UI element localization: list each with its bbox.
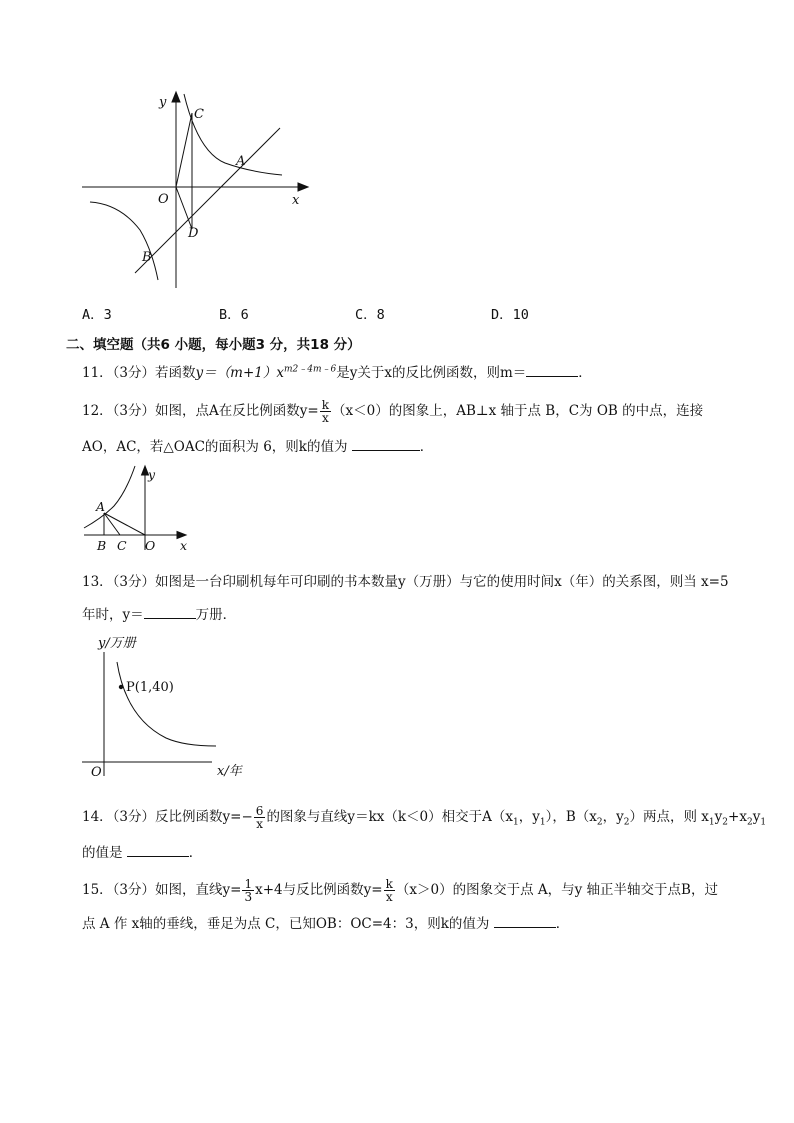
q12-prefix: 12．（3分）如图，点A在反比例函数 (82, 403, 300, 419)
q14-numerator: 6 (255, 804, 264, 818)
q11-func: y＝（m+1）x (195, 365, 284, 381)
q12-condition: （x＜0） (332, 403, 389, 419)
question-15-line2 (82, 915, 569, 933)
q12-y: y= (299, 403, 319, 419)
question-12 (82, 399, 703, 424)
question-12-line2 (82, 438, 433, 456)
fig1-y-arrow (172, 92, 180, 102)
figure-13-graph (80, 630, 265, 782)
question-14 (82, 805, 766, 830)
figure-1-graph (80, 90, 320, 295)
fig13-label-o: O (91, 765, 102, 780)
q15-end: ． (555, 916, 570, 932)
fig12-label-o: O (145, 538, 156, 553)
q14-sub2: 1 (539, 817, 546, 828)
q14-sub3: 2 (596, 817, 603, 828)
question-13 (82, 573, 729, 591)
q14-mid3: ，y (602, 809, 624, 825)
q15-y2: y= (363, 882, 383, 898)
section-heading: 二、填空题（共6 小题，每小题3 分，共18 分） (66, 337, 361, 353)
question-13-line2 (82, 606, 236, 624)
fig1-label-a: A (236, 154, 246, 169)
q15-denominator-1: 3 (244, 890, 253, 904)
fig12-line-ao (104, 513, 145, 535)
question-14-line2 (82, 844, 202, 862)
q15-linear: x+4与反比例函数 (255, 882, 364, 898)
fig1-label-c: C (194, 107, 204, 122)
fig12-label-c: C (117, 538, 127, 553)
q15-fraction-1 (242, 878, 254, 903)
fig12-line-ac (104, 513, 120, 535)
question-15 (82, 878, 718, 903)
fig1-x-arrow (298, 183, 308, 191)
fig1-label-o: O (158, 192, 169, 207)
q14-sub1: 1 (513, 817, 519, 828)
option-c: C．8 (355, 307, 385, 323)
q12-denominator: x (321, 411, 329, 425)
q14-rest: 的图象与直线y＝kx（k＜0）相交于A（x (266, 809, 513, 825)
q14-prefix: 14．（3分）反比例函数 (82, 809, 223, 825)
q15-numerator-1: 1 (244, 877, 253, 891)
q15-denominator-2: x (385, 890, 393, 904)
q14-denominator: x (256, 817, 263, 831)
fig13-point-p (119, 685, 123, 689)
q14-sign: − (241, 809, 253, 825)
figure-12-graph (80, 462, 195, 556)
q15-answer-blank[interactable] (494, 915, 556, 928)
q12-fraction (320, 399, 331, 424)
fig1-label-x: x (292, 193, 300, 208)
question-11 (82, 364, 592, 382)
q14-sub8: 1 (760, 817, 767, 828)
q15-line2: 点 A 作 x轴的垂线，垂足为点 C，已知OB：OC=4：3，则k的值为 (82, 916, 490, 932)
option-d: D．10 (491, 307, 529, 323)
fig13-label-x: x/年 (217, 764, 242, 779)
fig12-label-b: B (97, 538, 107, 553)
fig1-label-b: B (142, 250, 152, 265)
fig1-line-od (176, 187, 192, 229)
fig13-label-p: P(1,40) (126, 680, 174, 695)
q15-y1: y= (222, 882, 242, 898)
q15-condition: （x＞0） (395, 882, 453, 898)
q13-line2b: 万册． (195, 607, 237, 623)
q12-answer-blank[interactable] (352, 438, 420, 451)
q12-end: ． (419, 439, 434, 455)
q14-mid4: ）两点，则 x (629, 809, 709, 825)
q15-prefix: 15．（3分）如图，直线 (82, 882, 223, 898)
fig1-label-y: y (159, 95, 167, 110)
option-b: B．6 (219, 307, 249, 323)
q14-answer-blank[interactable] (127, 844, 189, 857)
q14-mid1: ，y (518, 809, 540, 825)
option-a: A．3 (82, 307, 112, 323)
q14-end: ． (188, 845, 203, 861)
q13-line2a: 年时，y＝ (82, 607, 144, 623)
fig12-label-y: y (148, 467, 156, 482)
q14-fraction (254, 805, 266, 830)
q15-fraction-2 (384, 878, 395, 903)
q14-sub7: 2 (746, 817, 753, 828)
q11-mid: 是y关于x的反比例函数，则m＝ (336, 365, 527, 381)
q11-end: ． (578, 365, 592, 381)
q13-answer-blank[interactable] (144, 606, 196, 619)
q14-mid7: y (752, 809, 761, 825)
q11-answer-blank[interactable] (526, 364, 578, 377)
q11-prefix: 11．（3分）若函数 (82, 365, 196, 381)
fig12-label-x: x (180, 538, 188, 553)
q12-rest: 的图象上，AB⊥x 轴于点 B，C为 OB 的中点，连接 (388, 403, 704, 419)
fig1-label-d: D (188, 226, 199, 241)
q15-rest: 的图象交于点 A，与y 轴正半轴交于点B，过 (452, 882, 718, 898)
q12-numerator: k (321, 398, 330, 412)
fig12-hyperbola (84, 466, 135, 528)
q15-numerator-2: k (385, 877, 393, 891)
q14-y: y= (222, 809, 242, 825)
q14-mid2: ），B（x (545, 809, 597, 825)
q14-line2: 的值是 (82, 845, 123, 861)
fig1-line-oc (176, 113, 192, 187)
q14-mid5: y (714, 809, 723, 825)
fig13-label-y: y/万册 (98, 636, 136, 651)
q14-sub6: 2 (722, 817, 729, 828)
fig1-hyperbola-left (90, 202, 158, 280)
q12-line2: AO，AC，若△OAC的面积为 6，则k的值为 (82, 439, 348, 455)
q11-exponent: m2﹣4m﹣6 (283, 364, 337, 375)
fig12-label-a: A (96, 499, 106, 514)
q14-sub5: 1 (708, 817, 715, 828)
fig13-curve (117, 662, 216, 746)
q14-sub4: 2 (623, 817, 630, 828)
q14-mid6: +x (728, 809, 747, 825)
q13-line1: 13．（3分）如图是一台印刷机每年可印刷的书本数量y（万册）与它的使用时间x（年）的关系图，则当 x=5 (82, 574, 729, 590)
